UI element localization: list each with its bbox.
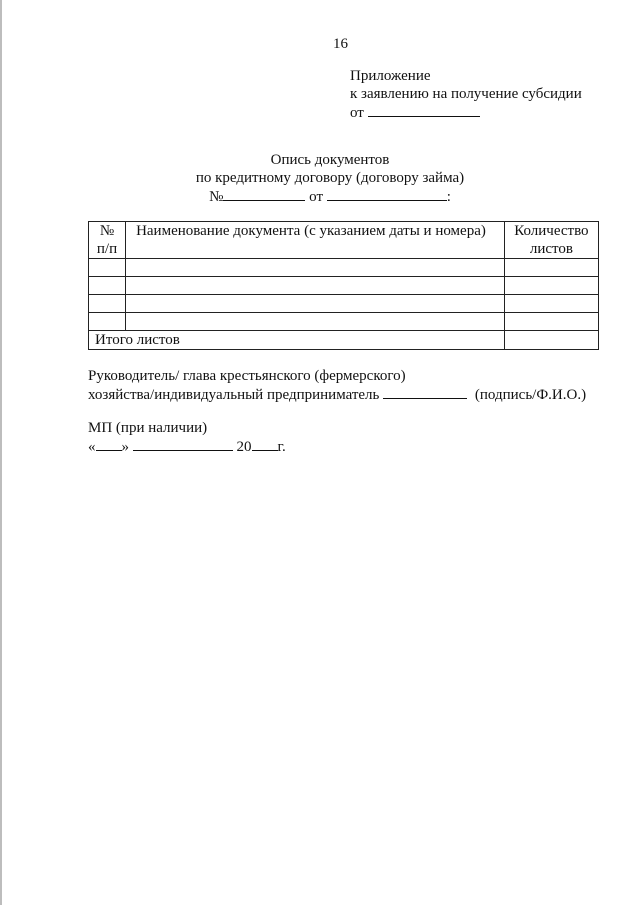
contract-date-blank <box>327 187 447 201</box>
month-blank[interactable] <box>133 437 233 451</box>
year-suffix: г. <box>277 439 286 455</box>
cell-sheet-count[interactable] <box>504 277 598 295</box>
header-number <box>89 222 126 259</box>
number-sign: № <box>209 189 224 205</box>
cell-number[interactable] <box>89 259 126 277</box>
appendix-block <box>350 67 582 122</box>
cell-number[interactable] <box>89 313 126 331</box>
document-title-block <box>160 151 500 206</box>
document-subtitle: по кредитному договору (договору займа) <box>195 170 465 186</box>
date-line <box>88 437 286 456</box>
document-title: Опись документов <box>270 152 390 168</box>
header-sheet-count <box>504 222 598 259</box>
header-number-line1: № <box>99 223 115 239</box>
page-number: 16 <box>333 36 348 52</box>
table-row <box>89 277 599 295</box>
appendix-subtitle: к заявлению на получение субсидии <box>350 86 582 102</box>
table-total-row <box>89 331 599 350</box>
table-row <box>89 313 599 331</box>
contract-date-prefix: от <box>309 189 323 205</box>
cell-number[interactable] <box>89 295 126 313</box>
cell-document-name[interactable] <box>126 313 505 331</box>
appendix-date-prefix: от <box>350 105 364 121</box>
signature-role-line1: Руководитель/ глава крестьянского (фермерского) <box>88 368 406 384</box>
table-row <box>89 259 599 277</box>
appendix-date-line <box>350 103 582 122</box>
contract-number-line <box>160 187 500 206</box>
signature-block <box>88 367 586 404</box>
quote-open: « <box>88 439 96 455</box>
scan-edge <box>0 0 2 905</box>
appendix-title: Приложение <box>350 68 431 84</box>
year-prefix: 20 <box>236 439 252 455</box>
cell-document-name[interactable] <box>126 259 505 277</box>
header-qty-line2: листов <box>529 241 573 257</box>
signature-role-text: хозяйства/индивидуальный предприниматель <box>88 387 380 403</box>
cell-number[interactable] <box>89 277 126 295</box>
signature-role-line2 <box>88 385 586 404</box>
cell-sheet-count[interactable] <box>504 313 598 331</box>
seal-label: МП (при наличии) <box>88 420 208 436</box>
signature-caption: (подпись/Ф.И.О.) <box>474 387 587 403</box>
cell-document-name[interactable] <box>126 277 505 295</box>
table-header-row <box>89 222 599 259</box>
year-blank[interactable] <box>252 437 278 451</box>
cell-document-name[interactable] <box>126 295 505 313</box>
total-sheets-value[interactable] <box>504 331 598 350</box>
total-sheets-label: Итого листов <box>89 331 505 350</box>
contract-line-end: : <box>446 189 451 205</box>
header-document-name: Наименование документа (с указанием даты и номера) <box>126 222 505 259</box>
header-qty-line1: Количество <box>514 223 589 239</box>
appendix-date-blank <box>368 103 480 117</box>
seal-date-block <box>88 419 286 456</box>
cell-sheet-count[interactable] <box>504 259 598 277</box>
day-blank[interactable] <box>96 437 122 451</box>
contract-number-blank <box>223 187 305 201</box>
cell-sheet-count[interactable] <box>504 295 598 313</box>
signature-blank[interactable] <box>383 385 467 399</box>
quote-close: » <box>121 439 129 455</box>
table-row <box>89 295 599 313</box>
documents-table <box>88 221 599 350</box>
header-number-line2: п/п <box>96 241 118 257</box>
